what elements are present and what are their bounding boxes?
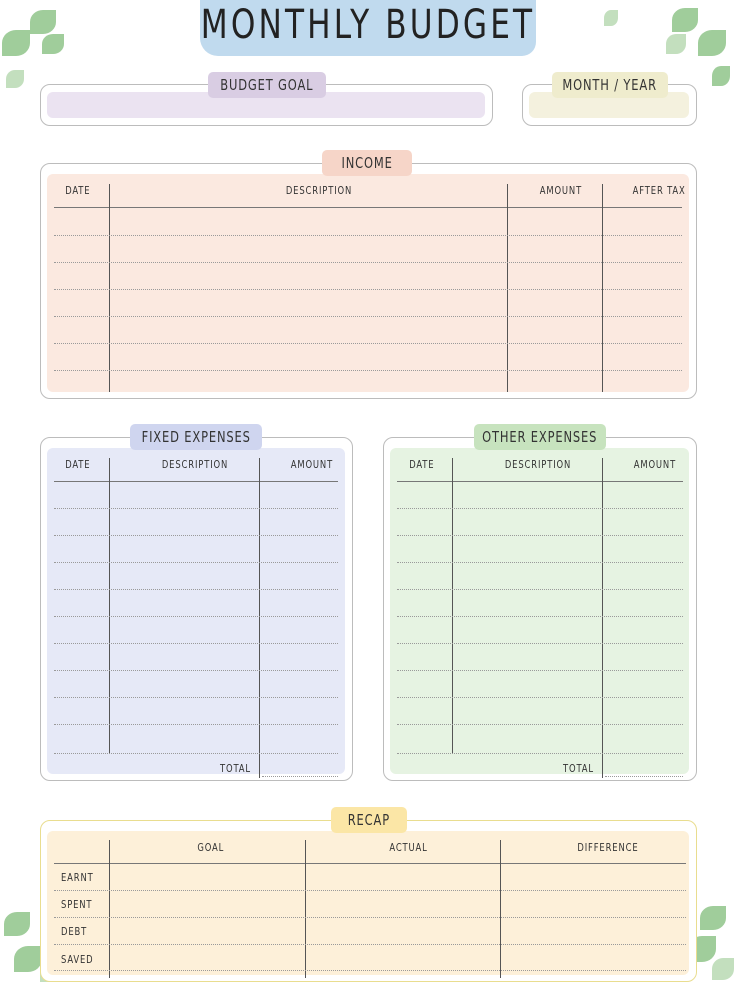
recap-row-saved: SAVED bbox=[61, 953, 94, 966]
fixed-header-description: DESCRIPTION bbox=[161, 458, 229, 471]
fixed-col-divider bbox=[259, 458, 260, 778]
income-header-after-tax: AFTER TAX bbox=[632, 184, 686, 197]
other-expenses-label: OTHER EXPENSES bbox=[474, 424, 606, 450]
income-col-divider bbox=[507, 184, 508, 392]
fixed-expenses-label: FIXED EXPENSES bbox=[130, 424, 262, 450]
income-header-line bbox=[54, 207, 682, 208]
income-box bbox=[40, 163, 697, 399]
other-header-description: DESCRIPTION bbox=[504, 458, 572, 471]
recap-row-earnt: EARNT bbox=[61, 871, 94, 884]
income-header-date: DATE bbox=[65, 184, 91, 197]
fixed-header-amount: AMOUNT bbox=[290, 458, 334, 471]
income-col-divider bbox=[109, 184, 110, 392]
other-expenses-box bbox=[383, 437, 697, 781]
other-total-label: TOTAL bbox=[563, 762, 594, 775]
recap-header-actual: ACTUAL bbox=[389, 841, 428, 854]
income-header-amount: AMOUNT bbox=[539, 184, 583, 197]
recap-col-divider bbox=[500, 840, 501, 978]
page-title: MONTHLY BUDGET bbox=[200, 2, 536, 48]
recap-row-debt: DEBT bbox=[61, 925, 88, 938]
other-header-line bbox=[397, 481, 683, 482]
other-col-divider bbox=[452, 458, 453, 754]
recap-row-spent: SPENT bbox=[61, 898, 93, 911]
recap-header-line bbox=[54, 863, 686, 864]
income-label: INCOME bbox=[322, 150, 412, 176]
budget-goal-label: BUDGET GOAL bbox=[208, 72, 326, 98]
month-year-label: MONTH / YEAR bbox=[552, 72, 668, 98]
fixed-header-date: DATE bbox=[65, 458, 91, 471]
fixed-expenses-box bbox=[40, 437, 353, 781]
other-header-date: DATE bbox=[409, 458, 435, 471]
fixed-header-line bbox=[54, 481, 338, 482]
recap-col-divider bbox=[109, 840, 110, 978]
recap-header-goal: GOAL bbox=[197, 841, 225, 854]
fixed-col-divider bbox=[109, 458, 110, 754]
income-header-description: DESCRIPTION bbox=[285, 184, 353, 197]
other-total-field[interactable] bbox=[605, 776, 683, 777]
other-expenses-wash bbox=[390, 448, 689, 774]
other-col-divider bbox=[602, 458, 603, 778]
fixed-total-label: TOTAL bbox=[220, 762, 251, 775]
fixed-expenses-wash bbox=[47, 448, 345, 774]
fixed-total-field[interactable] bbox=[262, 776, 338, 777]
recap-label: RECAP bbox=[331, 807, 407, 833]
recap-header-difference: DIFFERENCE bbox=[577, 841, 639, 854]
other-header-amount: AMOUNT bbox=[633, 458, 677, 471]
recap-col-divider bbox=[305, 840, 306, 978]
income-col-divider bbox=[602, 184, 603, 392]
